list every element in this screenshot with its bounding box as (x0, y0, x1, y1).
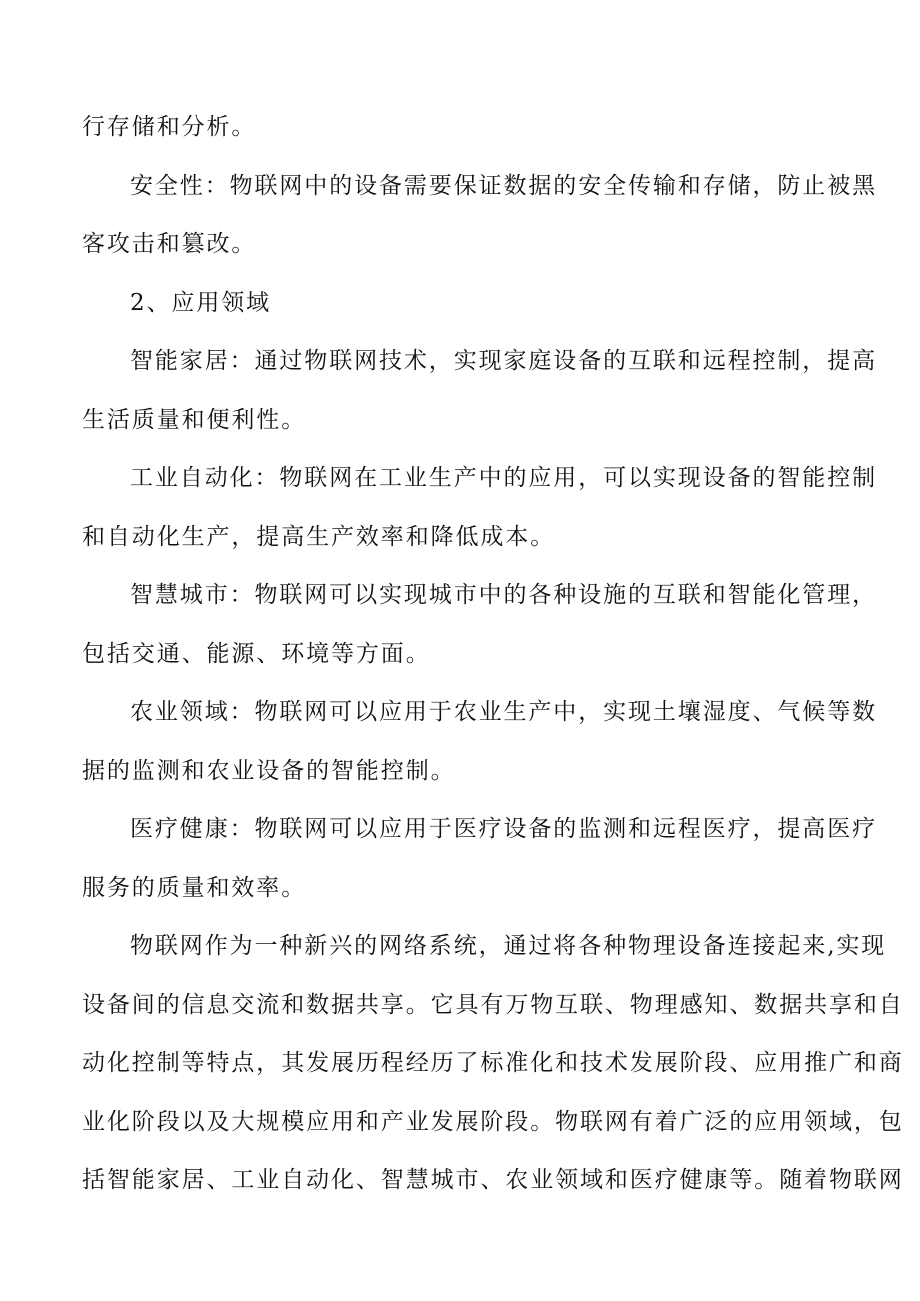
paragraph-summary (82, 917, 904, 1210)
text-line: 据的监测和农业设备的智能控制。 (82, 757, 456, 784)
text-line: 动化控制等特点，其发展历程经历了标准化和技术发展阶段、应用推广和商 (82, 1050, 904, 1076)
text-line: 和自动化生产，提高生产效率和降低成本。 (82, 523, 556, 550)
paragraph-smart-home (82, 332, 877, 449)
text-line: 医疗健康：物联网可以应用于医疗设备的监测和远程医疗，提高医疗 (130, 816, 877, 842)
text-line: 工业自动化：物联网在工业生产中的应用，可以实现设备的智能控制 (130, 465, 877, 491)
paragraph-storage-tail (82, 98, 838, 157)
paragraph-agriculture (82, 683, 877, 800)
text-line: 农业领域：物联网可以应用于农业生产中，实现土壤湿度、气候等数 (130, 699, 877, 725)
text-line: 物联网作为一种新兴的网络系统，通过将各种物理设备连接起来,实现 (130, 933, 887, 959)
paragraph-security (82, 157, 877, 274)
text-line: 包括交通、能源、环境等方面。 (82, 640, 431, 667)
text-line: 客攻击和篡改。 (82, 231, 257, 257)
text-line: 生活质量和便利性。 (82, 406, 307, 433)
paragraph-healthcare (82, 800, 877, 917)
text-line: 智能家居：通过物联网技术，实现家庭设备的互联和远程控制，提高 (130, 348, 877, 374)
text-line: 安全性：物联网中的设备需要保证数据的安全传输和存储，防止被黑 (130, 172, 877, 199)
text-line: 括智能家居、工业自动化、智慧城市、农业领域和医疗健康等。随着物联网 (82, 1167, 904, 1193)
text-line: 业化阶段以及大规模应用和产业发展阶段。物联网有着广泛的应用领域，包 (82, 1108, 904, 1135)
section-heading-application (82, 274, 838, 333)
text-line: 行存储和分析。 (82, 114, 257, 140)
paragraph-industrial-automation (82, 449, 877, 566)
paragraph-smart-city (82, 566, 877, 683)
text-line: 智慧城市：物联网可以实现城市中的各种设施的互联和智能化管理， (130, 582, 877, 608)
text-line: 设备间的信息交流和数据共享。它具有万物互联、物理感知、数据共享和自 (82, 991, 904, 1018)
text-line: 服务的质量和效率。 (82, 874, 307, 901)
heading-text: 2、应用领域 (130, 289, 272, 316)
